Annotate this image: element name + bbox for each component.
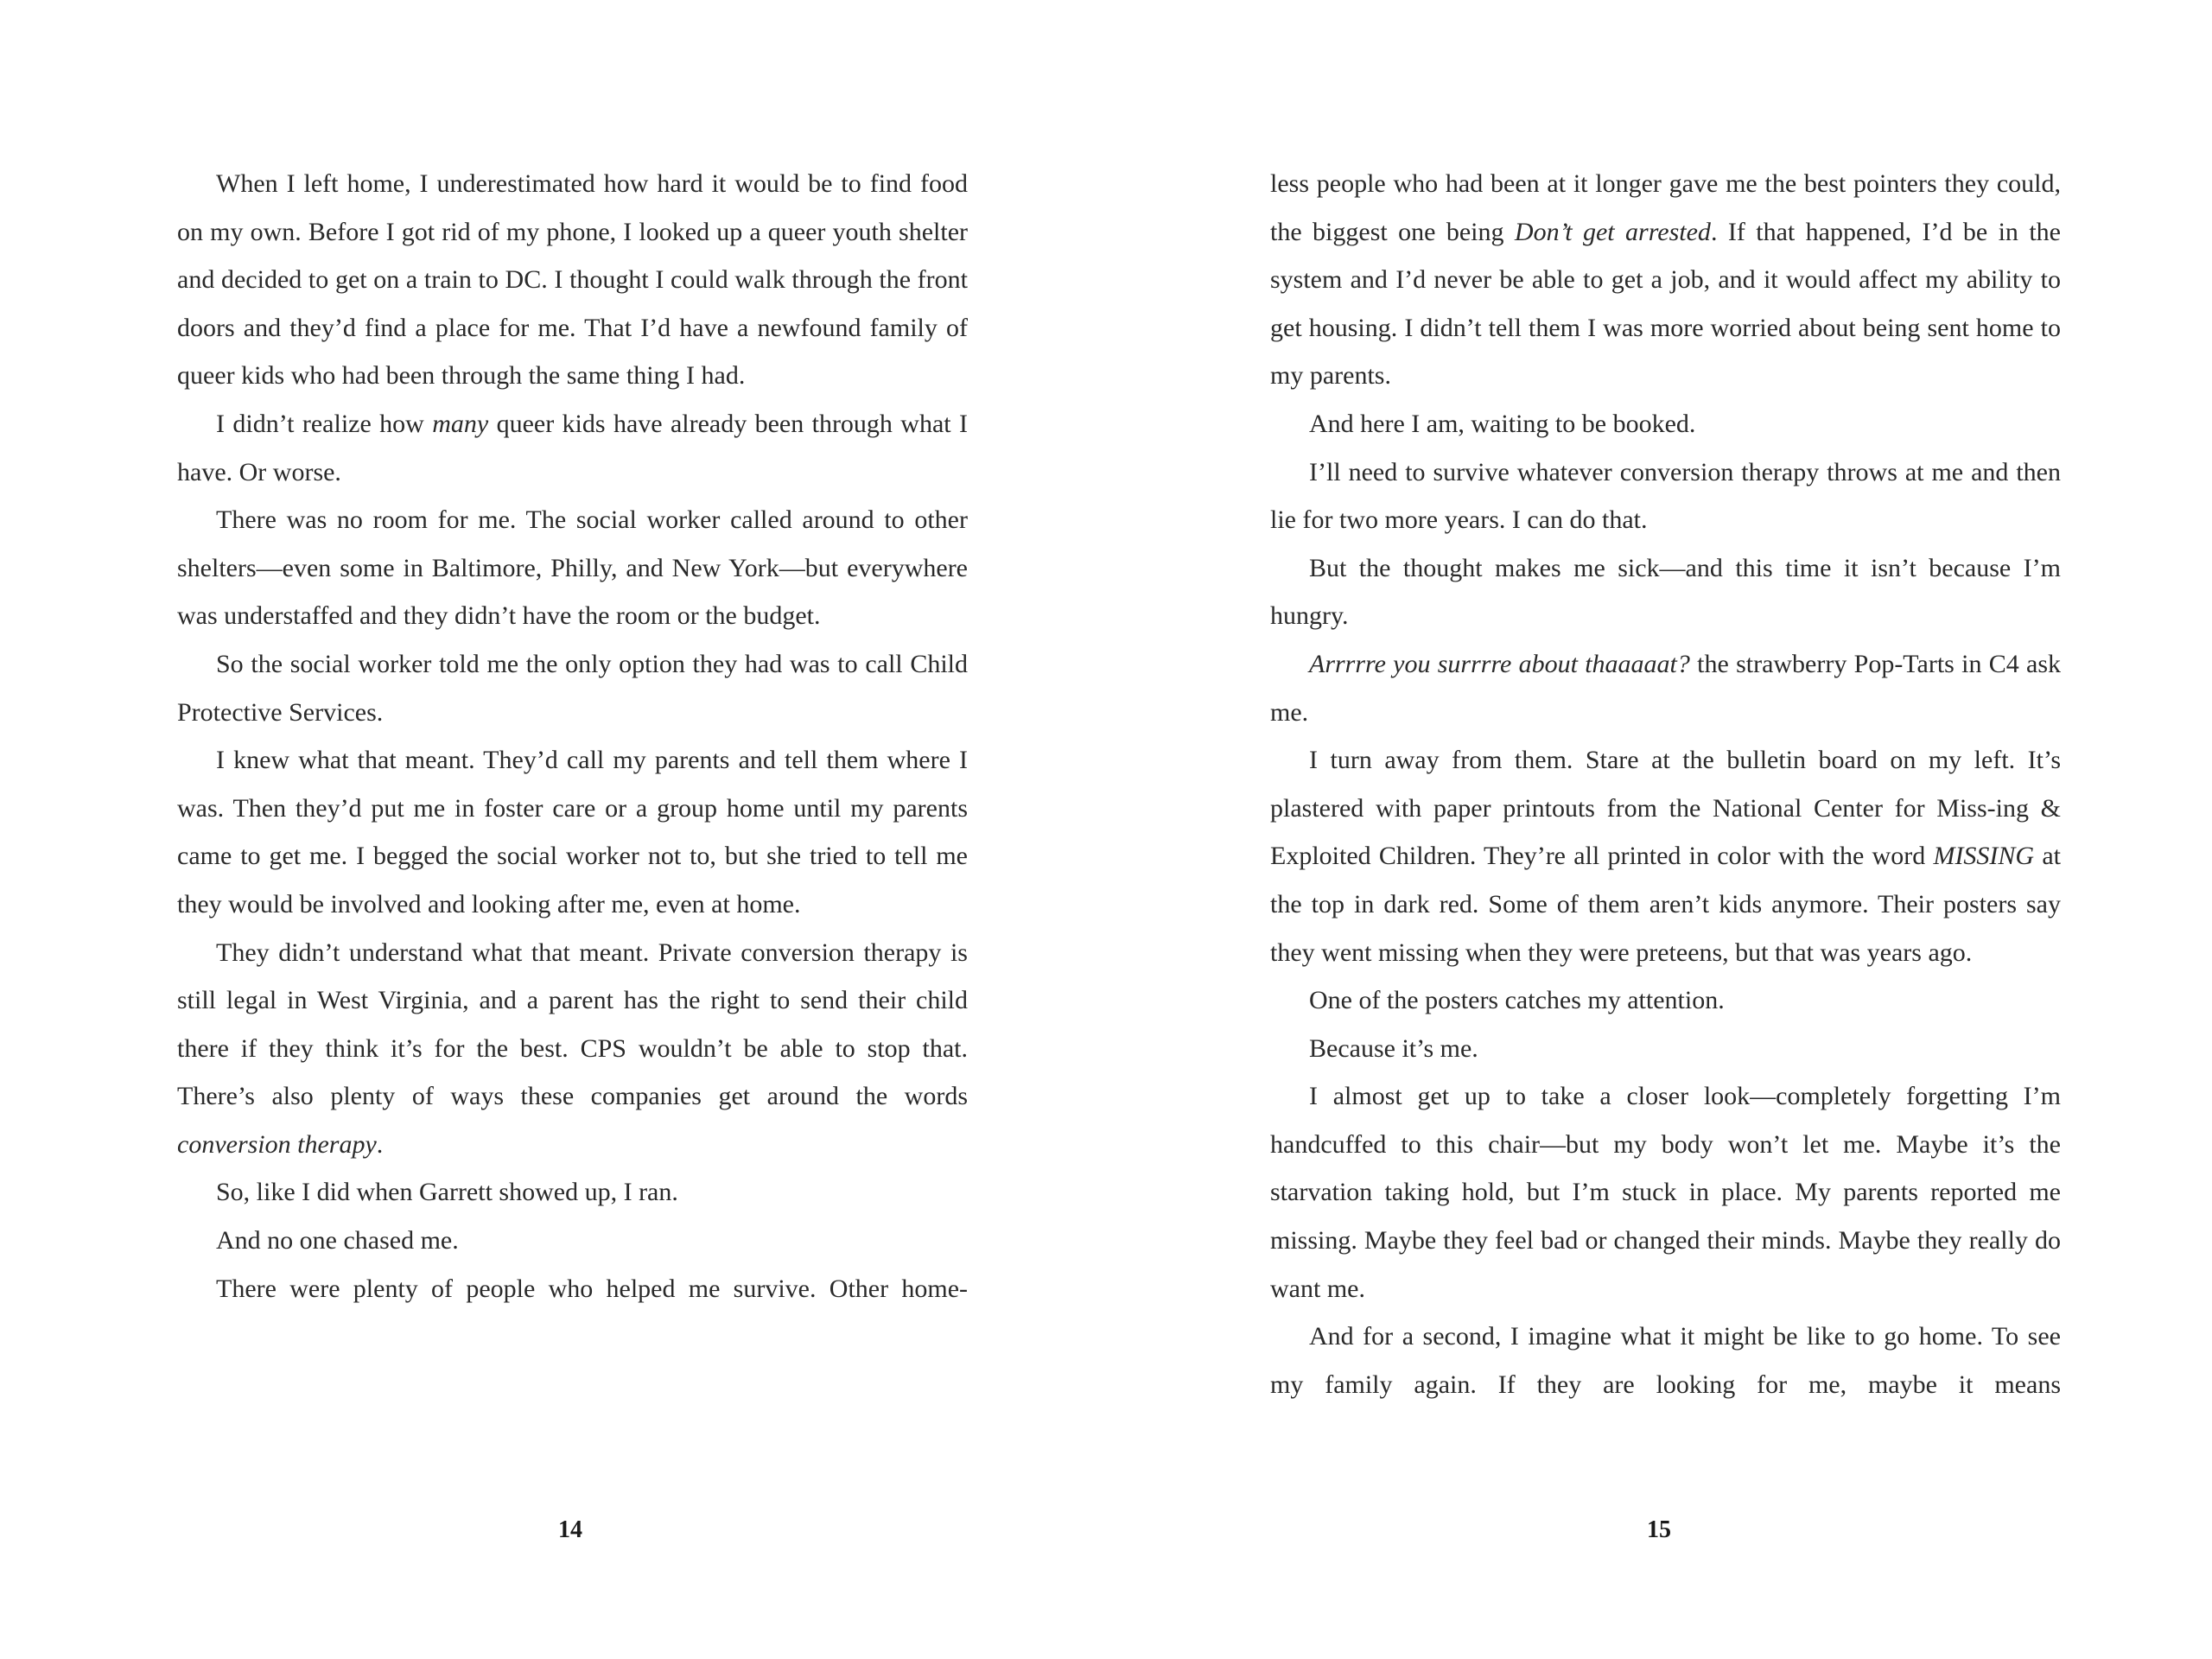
left-page <box>177 160 968 1313</box>
paragraph: There was no room for me. The social worker called around to other shelters—even some in Baltimore, Philly, and New York—but everywhere was understaffed and they didn’t have the room or the budget. <box>177 505 968 631</box>
paragraph: There were plenty of people who helped me survive. Other home- <box>216 1274 968 1303</box>
emphasis-text: conversion therapy <box>177 1129 377 1159</box>
emphasis-text: MISSING <box>1933 842 2035 871</box>
paragraph: Because it’s me. <box>1309 1033 1478 1063</box>
paragraph: But the thought makes me sick—and this time it isn’t because I’m hungry. <box>1270 553 2061 631</box>
right-page <box>1270 160 2061 1408</box>
emphasis-text: Arrrrre you surrrre about thaaaaat? <box>1309 649 1690 678</box>
paragraph: When I left home, I underestimated how hard it would be to find food on my own. Before I got rid of my phone, I looked up a queer youth shelter and decided to get on a train to DC. I thought I could walk through the front doors and they’d find a place for me. That I’d have a newfound family of queer kids who had been through the same thing I had. <box>177 169 968 391</box>
paragraph: So the social worker told me the only option they had was to call Child Protective Services. <box>177 649 968 727</box>
page-number: 14 <box>558 1516 582 1543</box>
paragraph: I almost get up to take a closer look—completely forgetting I’m handcuffed to this chair—but my body won’t let me. Maybe it’s the starvation taking hold, but I’m stuck in place. My parents reported me missing. Maybe they feel bad or changed their minds. Maybe they really do want me. <box>1270 1082 2061 1303</box>
paragraph: And for a second, I imagine what it might be like to go home. To see my family again. If they are looking for me, maybe it means <box>1270 1322 2061 1399</box>
paragraph: One of the posters catches my attention. <box>1309 986 1725 1015</box>
paragraph: They didn’t understand what that meant. Private conversion therapy is still legal in West Virginia, and a parent has the right to send their child there if they think it’s for the best. CPS wouldn’t be able to stop that. There’s also plenty of ways these companies get around the words conversion therapy. <box>177 938 968 1159</box>
paragraph: And here I am, waiting to be booked. <box>1309 409 1696 438</box>
paragraph: less people who had been at it longer gave me the best pointers they could, the biggest one being Don’t get arrested. If that happened, I’d be in the system and I’d never be able to get a job, and it would affect my ability to get housing. I didn’t tell them I was more worried about being sent home to my parents. <box>1270 169 2061 391</box>
paragraph: I knew what that meant. They’d call my parents and tell them where I was. Then they’d put me in foster care or a group home until my parents came to get me. I begged the social worker not to, but she tried to tell me they would be involved and looking after me, even at home. <box>177 746 968 918</box>
paragraph: And no one chased me. <box>216 1226 459 1255</box>
emphasis-text: Don’t get arrested <box>1514 217 1711 246</box>
paragraph: I’ll need to survive whatever conversion therapy throws at me and then lie for two more years. I can do that. <box>1270 457 2061 535</box>
page-number: 15 <box>1647 1516 1671 1543</box>
paragraph: So, like I did when Garrett showed up, I ran. <box>216 1178 678 1207</box>
paragraph: I turn away from them. Stare at the bulletin board on my left. It’s plastered with paper printouts from the National Center for Miss-ing & Exploited Children. They’re all printed in color with the word MISSING at the top in dark red. Some of them aren’t kids anymore. Their posters say they went missing when they were preteens, but that was years ago. <box>1270 746 2061 967</box>
paragraph: I didn’t realize how many queer kids have already been through what I have. Or worse. <box>177 409 968 486</box>
emphasis-text: many <box>432 409 489 438</box>
paragraph: Arrrrre you surrrre about thaaaaat? the strawberry Pop-Tarts in C4 ask me. <box>1270 649 2061 727</box>
